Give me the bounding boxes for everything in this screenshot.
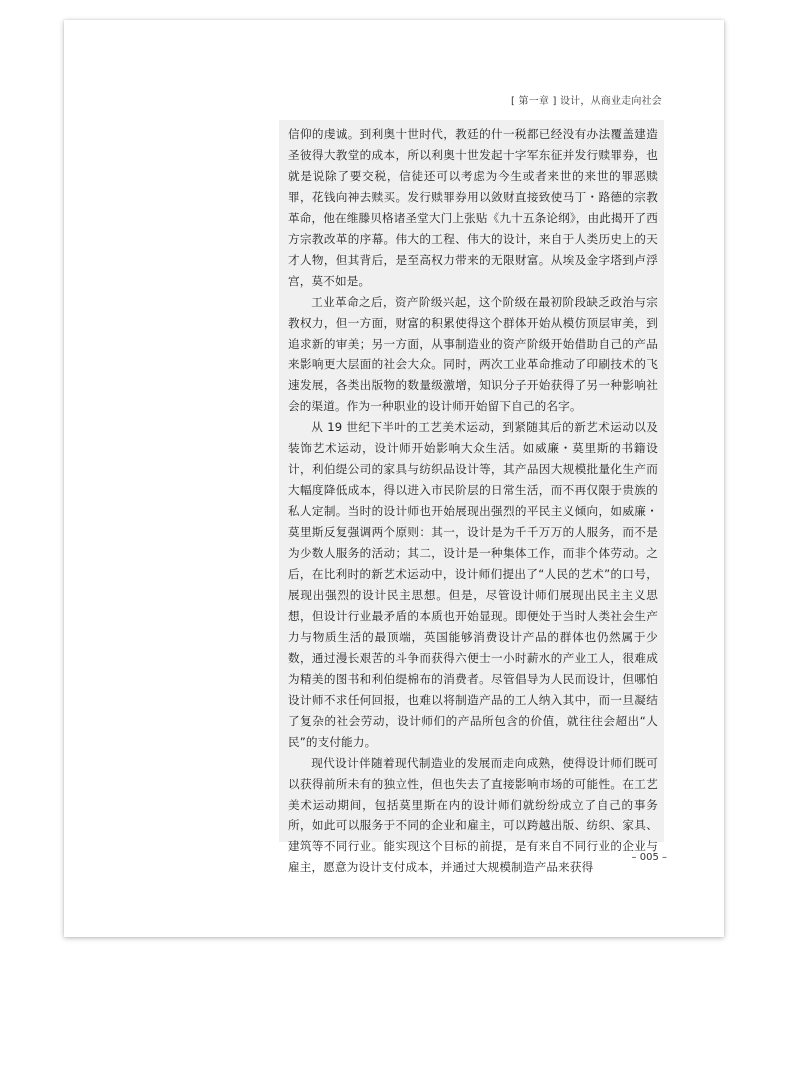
book-page bbox=[64, 20, 724, 937]
page-number: – 005 – bbox=[631, 852, 667, 863]
paragraph: 现代设计伴随着现代制造业的发展而走向成熟，使得设计师们既可以获得前所未有的独立性，但也失去了直接影响市场的可能性。在工艺美术运动期间，包括莫里斯在内的设计师们就纷纷成立了自己的事务所，如此可以服务于不同的企业和雇主，可以跨越出版、纺织、家具、建筑等不同行业。能实现这个目标的前提，是有来自不同行业的企业与雇主，愿意为设计支付成本，并通过大规模制造产品来获得 bbox=[288, 755, 658, 875]
paragraph: 从 19 世纪下半叶的工艺美术运动，到紧随其后的新艺术运动以及装饰艺术运动，设计师开始影响大众生活。如威廉・莫里斯的书籍设计，利伯缇公司的家具与纺织品设计等，其产品因大规模批量化生产而大幅度降低成本，得以进入市民阶层的日常生活，而不再仅限于贵族的私人定制。当时的设计师也开始展现出强烈的平民主义倾向，如威廉・莫里斯反复强调两个原则：其一，设计是为千千万万的人服务，而不是为少数人服务的活动；其二，设计是一种集体工作，而非个体劳动。之后，在比利时的新艺术运动中，设计师们提出了“人民的艺术”的口号，展现出强烈的设计民主思想。但是，尽管设计师们展现出民主主义思想，但设计行业最矛盾的本质也开始显现。即便处于当时人类社会生产力与物质生活的最顶端，英国能够消费设计产品的群体也仍然属于少数，通过漫长艰苦的斗争而获得六便士一小时薪水的产业工人，很难成为精美的图书和利伯缇棉布的消费者。尽管倡导为人民而设计，但哪怕设计师不求任何回报，也难以将制造产品的工人纳入其中，而一旦凝结了复杂的社会劳动，设计师们的产品所包含的价值，就往往会超出“人民”的支付能力。 bbox=[288, 420, 658, 749]
body-text bbox=[279, 120, 664, 878]
paragraph: 工业革命之后，资产阶级兴起，这个阶级在最初阶段缺乏政治与宗教权力，但一方面，财富的积累使得这个群体开始从模仿顶层审美，到追求新的审美；另一方面，从事制造业的资产阶级开始借助自己的产品来影响更大层面的社会大众。同时，两次工业革命推动了印刷技术的飞速发展，各类出版物的数量级激增，知识分子开始获得了另一种影响社会的渠道。作为一种职业的设计师开始留下自己的名字。 bbox=[288, 294, 658, 414]
running-header: [ 第一章 ] 设计，从商业走向社会 bbox=[511, 96, 662, 107]
paragraph: 信仰的虔诚。到利奥十世时代，教廷的什一税都已经没有办法覆盖建造圣彼得大教堂的成本，所以利奥十世发起十字军东征并发行赎罪券，也就是说除了要交税，信徒还可以考虑为今生或者来世的来世的罪恶赎罪，花钱向神去赎买。发行赎罪券用以敛财直接致使马丁・路德的宗教革命，他在维滕贝格诸圣堂大门上张贴《九十五条论纲》，由此揭开了西方宗教改革的序幕。伟大的工程、伟大的设计，来自于人类历史上的天才人物，但其背后，是至高权力带来的无限财富。从埃及金字塔到卢浮宫，莫不如是。 bbox=[288, 127, 659, 288]
